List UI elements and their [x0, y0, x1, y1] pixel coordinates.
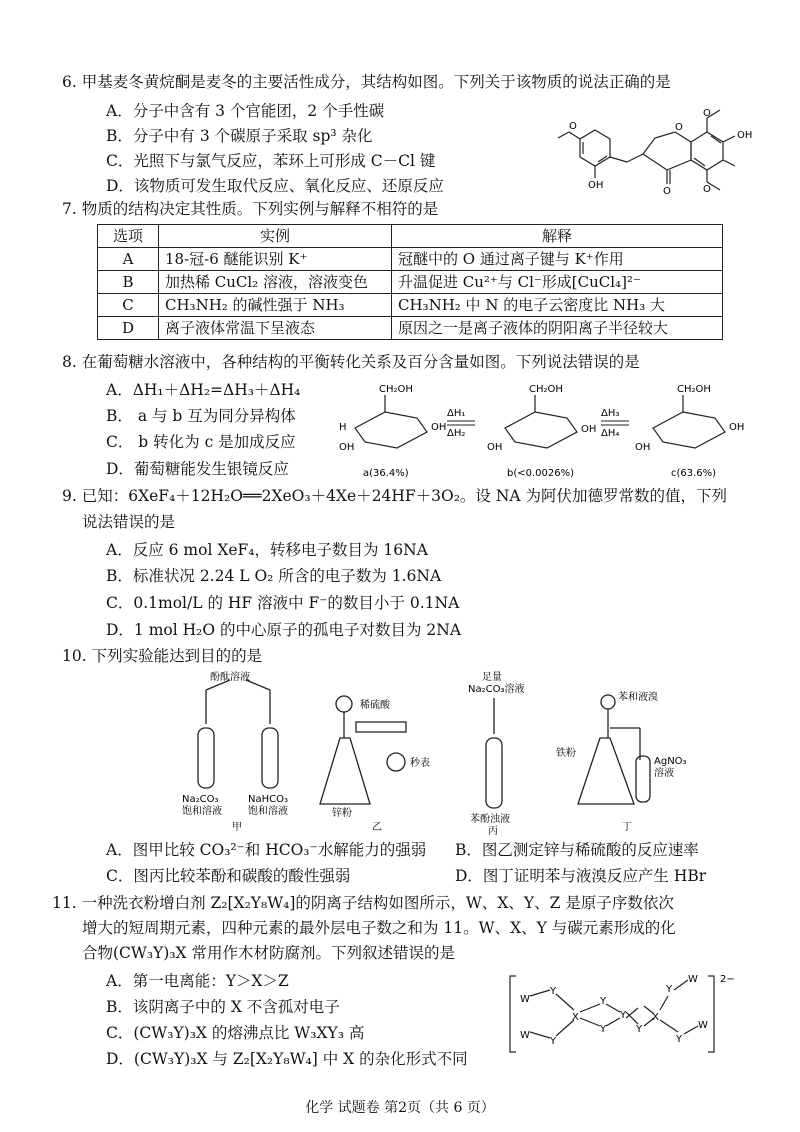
table-cell: C	[98, 294, 159, 317]
table-cell: B	[98, 271, 159, 294]
q6-option-a: A．分子中含有 3 个官能团，2 个手性碳	[106, 102, 385, 120]
q6-option-b: B．分子中有 3 个碳原子采取 sp³ 杂化	[106, 127, 373, 145]
q6-option-d: D．该物质可发生取代反应、氧化反应、还原反应	[106, 177, 444, 195]
q9-option-d: D．1 mol H₂O 的中心原子的孤电子对数目为 2NA	[106, 621, 462, 639]
q11-stem-cont2: 合物(CW₃Y)₃X 常用作木材防腐剂。下列叙述错误的是	[82, 944, 456, 962]
q9-option-b: B．标准状况 2.24 L O₂ 所含的电子数为 1.6NA	[106, 567, 442, 585]
q10-apparatus-figure	[170, 668, 690, 838]
table-cell: A	[98, 248, 159, 271]
q10-option-a: A．图甲比较 CO₃²⁻和 HCO₃⁻水解能力的强弱	[106, 841, 427, 859]
q11-fig-y: Y	[550, 1036, 557, 1047]
q10-fig-na2co3: Na₂CO₃	[182, 794, 219, 805]
q10-fig-jia: 甲	[232, 822, 242, 833]
table-header-row	[98, 225, 723, 248]
q10-fig-agno3-b: 溶液	[654, 768, 674, 779]
table-header: 解释	[392, 225, 723, 248]
table-header: 实例	[159, 225, 392, 248]
q8-option-b: B． a 与 b 互为同分异构体	[106, 407, 296, 425]
q6-option-c: C．光照下与氯气反应，苯环上可形成 C－Cl 键	[106, 152, 436, 170]
q11-stem: 11. 一种洗衣粉增白剂 Z₂[X₂Y₈W₄]的阴离子结构如图所示，W、X、Y、Z 是原子序数依次	[52, 894, 674, 912]
q10-fig-excess: 足量	[482, 672, 502, 683]
q11-anion-figure	[508, 968, 766, 1060]
q10-option-d: D．图丁证明苯与液溴反应产生 HBr	[455, 867, 707, 885]
q9-option-a: A．反应 6 mol XeF₄，转移电子数目为 16NA	[106, 541, 428, 559]
q7-table	[97, 224, 723, 340]
q9-stem-cont: 说法错误的是	[82, 513, 176, 531]
q9-option-c: C．0.1mol/L 的 HF 溶液中 F⁻的数目小于 0.1NA	[106, 594, 460, 612]
q6-fig-o1: O	[569, 121, 577, 132]
q10-fig-nahco3-b: 饱和溶液	[248, 806, 288, 817]
q8-fig-h: H	[339, 422, 347, 433]
q8-fig-oh: OH	[431, 422, 447, 433]
q8-glucose-figure	[335, 380, 775, 482]
q11-stem-cont: 增大的短周期元素，四种元素的最外层电子数之和为 11。W、X、Y 与碳元素形成的化	[82, 919, 676, 937]
table-cell: 18-冠-6 醚能识别 K⁺	[159, 248, 392, 271]
q6-fig-o2: O	[675, 122, 683, 133]
q8-fig-oh: OH	[581, 424, 597, 435]
q10-fig-nahco3: NaHCO₃	[248, 794, 288, 805]
q10-fig-na2co3sol: Na₂CO₃溶液	[468, 684, 525, 695]
q6-fig-oh1: OH	[588, 180, 604, 191]
q11-fig-w: W	[688, 974, 698, 985]
q10-fig-phenolsol: 苯酚浊液	[470, 814, 510, 825]
q8-option-c: C． b 转化为 c 是加成反应	[106, 433, 296, 451]
table-cell: 升温促进 Cu²⁺与 Cl⁻形成[CuCl₄]²⁻	[392, 271, 723, 294]
q11-fig-charge: 2−	[720, 974, 735, 985]
q8-fig-dh1: ΔH₁	[447, 408, 466, 419]
q11-option-c: C．(CW₃Y)₃X 的熔沸点比 W₃XY₃ 高	[106, 1024, 365, 1042]
table-cell: CH₃NH₂ 中 N 的电子云密度比 NH₃ 大	[392, 294, 723, 317]
q8-fig-label-b: b(<0.0026%)	[507, 468, 575, 479]
svg-text:O: O	[703, 108, 711, 119]
page-footer: 化学 试题卷 第2页（共 6 页）	[305, 1100, 495, 1116]
q10-fig-na2co3-b: 饱和溶液	[182, 806, 222, 817]
table-cell: 加热稀 CuCl₂ 溶液，溶液变色	[159, 271, 392, 294]
q8-fig-oh: OH	[487, 442, 503, 453]
q10-fig-iron: 铁粉	[556, 748, 576, 759]
q8-fig-oh: OH	[339, 442, 355, 453]
q11-fig-x: X	[652, 1012, 659, 1023]
q10-fig-zn: 锌粉	[332, 808, 352, 819]
q11-option-a: A．第一电离能：Y＞X＞Z	[106, 972, 289, 990]
q10-stem: 10. 下列实验能达到目的的是	[62, 647, 263, 665]
q11-fig-x: X	[572, 1012, 579, 1023]
q11-fig-w: W	[520, 994, 530, 1005]
q8-fig-ch2oh-b: CH₂OH	[529, 384, 563, 395]
q11-fig-w: W	[520, 1030, 530, 1041]
q11-option-b: B．该阴离子中的 X 不含孤对电子	[106, 998, 340, 1016]
q8-fig-ch2oh-a: CH₂OH	[379, 384, 413, 395]
table-cell: CH₃NH₂ 的碱性强于 NH₃	[159, 294, 392, 317]
table-row	[98, 271, 723, 294]
q10-fig-stopwatch: 秒表	[410, 758, 430, 769]
table-row	[98, 294, 723, 317]
q6-stem: 6. 甲基麦冬黄烷酮是麦冬的主要活性成分，其结构如图。下列关于该物质的说法正确的是	[62, 73, 671, 91]
q11-fig-y: Y	[550, 986, 557, 997]
table-cell: 原因之一是离子液体的阴阳离子半径较大	[392, 317, 723, 340]
q11-fig-y: Y	[666, 984, 673, 995]
q11-fig-y: Y	[620, 1010, 627, 1021]
q10-fig-bing: 丙	[488, 826, 498, 837]
q11-option-d: D．(CW₃Y)₃X 与 Z₂[X₂Y₈W₄] 中 X 的杂化形式不同	[106, 1050, 468, 1068]
table-cell: 离子液体常温下呈液态	[159, 317, 392, 340]
q7-stem: 7. 物质的结构决定其性质。下列实例与解释不相符的是	[62, 200, 439, 218]
q10-fig-yi: 乙	[372, 822, 382, 833]
q11-fig-y: Y	[636, 1024, 643, 1035]
q8-fig-label-a: a(36.4%)	[363, 468, 409, 479]
q6-structure-figure	[555, 98, 770, 208]
q8-fig-label-c: c(63.6%)	[671, 468, 717, 479]
svg-text:O: O	[663, 186, 671, 197]
q10-option-c: C．图丙比较苯酚和碳酸的酸性强弱	[106, 867, 351, 885]
table-cell: 冠醚中的 O 通过离子键与 K⁺作用	[392, 248, 723, 271]
q10-option-b: B．图乙测定锌与稀硫酸的反应速率	[455, 841, 699, 859]
q8-fig-oh: OH	[635, 442, 651, 453]
q8-stem: 8. 在葡萄糖水溶液中，各种结构的平衡转化关系及百分含量如图。下列说法错误的是	[62, 353, 640, 371]
table-cell: D	[98, 317, 159, 340]
table-header: 选项	[98, 225, 159, 248]
q11-fig-y: Y	[676, 1034, 683, 1045]
q10-fig-agno3: AgNO₃	[654, 756, 687, 767]
svg-text:O: O	[703, 184, 711, 195]
q11-fig-y: Y	[600, 996, 607, 1007]
q8-fig-ch2oh-c: CH₂OH	[677, 384, 711, 395]
q8-fig-dh2: ΔH₂	[447, 428, 466, 439]
q10-fig-ding: 丁	[622, 822, 632, 833]
q10-fig-phenolphthalein: 酚酞溶液	[210, 672, 250, 683]
q6-fig-oh2: OH	[737, 130, 753, 141]
q8-fig-oh: OH	[729, 422, 745, 433]
q8-fig-dh3: ΔH₃	[601, 408, 620, 419]
table-row	[98, 317, 723, 340]
q8-option-a: A．ΔH₁＋ΔH₂=ΔH₃＋ΔH₄	[106, 381, 301, 399]
q9-stem: 9. 已知：6XeF₄＋12H₂O══2XeO₃＋4Xe＋24HF＋3O₂。设 NA 为阿伏加德罗常数的值，下列	[62, 487, 728, 505]
q10-fig-h2so4: 稀硫酸	[360, 700, 390, 711]
q11-fig-y: Y	[600, 1024, 607, 1035]
q8-option-d: D．葡萄糖能发生银镜反应	[106, 460, 289, 478]
q8-fig-dh4: ΔH₄	[601, 428, 620, 439]
q10-fig-benzene: 苯和液溴	[618, 692, 658, 703]
q11-fig-w: W	[698, 1020, 708, 1031]
table-row	[98, 248, 723, 271]
